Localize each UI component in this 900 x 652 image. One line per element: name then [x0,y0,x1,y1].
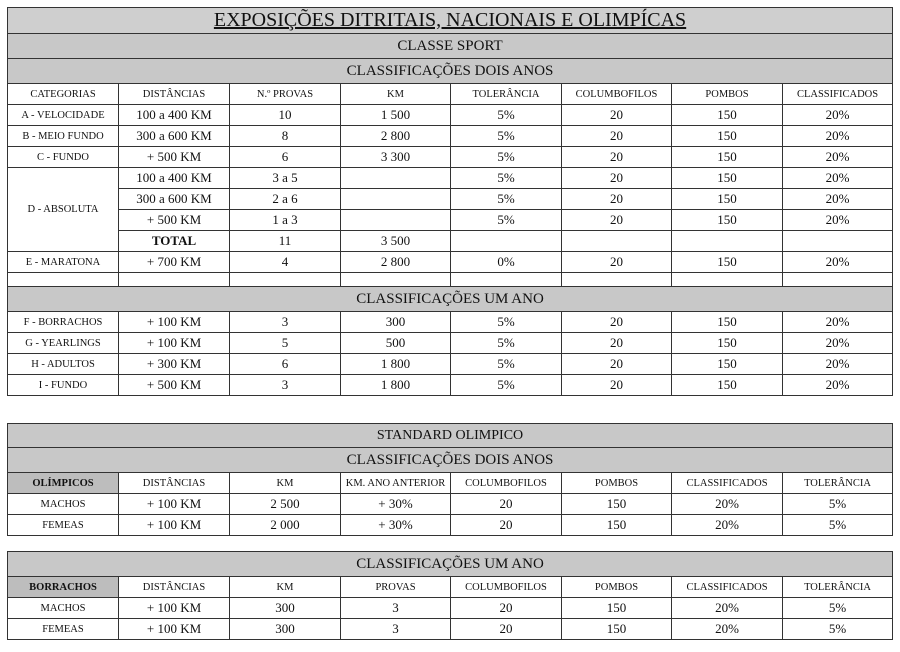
table-row [8,168,893,189]
km-cell [341,168,451,189]
olimpicos-tag: OLÍMPICOS [8,473,119,494]
empty-cell [672,231,783,252]
km-cell: 300 [230,619,341,640]
km-cell: 1 500 [341,105,451,126]
empty-cell [783,231,893,252]
table-row [8,375,893,396]
columbofilos-cell: 20 [562,210,672,231]
distance-cell: 100 a 400 KM [119,168,230,189]
category-cell: E - MARATONA [8,252,119,273]
tolerance-cell: 5% [451,210,562,231]
columbofilos-cell: 20 [562,105,672,126]
pombos-cell: 150 [672,105,783,126]
table-row [8,619,893,640]
pombos-cell: 150 [672,312,783,333]
classificados-cell: 20% [783,312,893,333]
classificados-cell: 20% [783,126,893,147]
category-cell: C - FUNDO [8,147,119,168]
columbofilos-cell: 20 [562,168,672,189]
distance-cell: + 500 KM [119,375,230,396]
header-cell: KM [230,577,341,598]
sport-header-row [8,84,893,105]
classificados-cell: 20% [783,252,893,273]
pombos-cell: 150 [672,189,783,210]
km-cell: 2 800 [341,126,451,147]
two-years-band: CLASSIFICAÇÕES DOIS ANOS [8,59,893,84]
header-cell: POMBOS [562,577,672,598]
total-km: 3 500 [341,231,451,252]
distance-cell: + 500 KM [119,210,230,231]
header-cell: CLASSIFICADOS [783,84,893,105]
prev-year-cell: + 30% [341,515,451,536]
pombos-cell: 150 [562,515,672,536]
tolerance-cell: 5% [451,312,562,333]
provas-cell: 6 [230,147,341,168]
header-cell: POMBOS [562,473,672,494]
km-cell [341,189,451,210]
category-cell: MACHOS [8,598,119,619]
table-row [8,189,893,210]
columbofilos-cell: 20 [562,375,672,396]
borrachos-table [7,551,893,640]
columbofilos-cell: 20 [451,494,562,515]
table-row [8,354,893,375]
tolerance-cell: 5% [451,375,562,396]
header-cell: CLASSIFICADOS [672,577,783,598]
pombos-cell: 150 [672,168,783,189]
header-cell: KM. ANO ANTERIOR [341,473,451,494]
classificados-cell: 20% [672,494,783,515]
empty-cell [562,231,672,252]
distance-cell: + 300 KM [119,354,230,375]
columbofilos-cell: 20 [562,189,672,210]
table-row [8,210,893,231]
table-row [8,598,893,619]
distance-cell: + 100 KM [119,515,230,536]
class-sport-band: CLASSE SPORT [8,34,893,59]
pombos-cell: 150 [672,354,783,375]
tolerance-cell: 5% [451,126,562,147]
provas-cell: 3 a 5 [230,168,341,189]
classificados-cell: 20% [783,105,893,126]
distance-cell: + 700 KM [119,252,230,273]
sport-class-table [7,7,893,396]
table-row [8,252,893,273]
total-label: TOTAL [119,231,230,252]
pombos-cell: 150 [672,210,783,231]
table-row [8,126,893,147]
olympic-header-row [8,473,893,494]
table-row [8,312,893,333]
distance-cell: 300 a 600 KM [119,189,230,210]
header-cell: COLUMBOFILOS [451,473,562,494]
category-cell: H - ADULTOS [8,354,119,375]
olympic-standard-table [7,423,893,536]
header-cell: PROVAS [341,577,451,598]
provas-cell: 6 [230,354,341,375]
tolerance-cell: 5% [451,105,562,126]
classificados-cell: 20% [672,515,783,536]
header-cell: N.º PROVAS [230,84,341,105]
category-cell: B - MEIO FUNDO [8,126,119,147]
pombos-cell: 150 [672,333,783,354]
classificados-cell: 20% [783,147,893,168]
km-cell: 300 [230,598,341,619]
columbofilos-cell: 20 [562,354,672,375]
km-cell: 3 300 [341,147,451,168]
tolerance-cell: 5% [783,494,893,515]
distance-cell: 300 a 600 KM [119,126,230,147]
header-cell: TOLERÂNCIA [451,84,562,105]
km-cell: 1 800 [341,375,451,396]
empty-cell [451,231,562,252]
columbofilos-cell: 20 [451,598,562,619]
distance-cell: + 100 KM [119,619,230,640]
provas-cell: 8 [230,126,341,147]
total-row [8,231,893,252]
header-cell: CLASSIFICADOS [672,473,783,494]
classificados-cell: 20% [672,619,783,640]
classificados-cell: 20% [783,375,893,396]
distance-cell: + 100 KM [119,494,230,515]
category-cell: A - VELOCIDADE [8,105,119,126]
distance-cell: + 100 KM [119,598,230,619]
km-cell: 1 800 [341,354,451,375]
one-year-band: CLASSIFICAÇÕES UM ANO [8,552,893,577]
classificados-cell: 20% [783,210,893,231]
tolerance-cell: 5% [783,515,893,536]
provas-cell: 5 [230,333,341,354]
provas-cell: 3 [230,312,341,333]
category-cell: F - BORRACHOS [8,312,119,333]
pombos-cell: 150 [672,252,783,273]
columbofilos-cell: 20 [451,619,562,640]
distance-cell: + 100 KM [119,333,230,354]
tolerance-cell: 5% [783,619,893,640]
category-cell: FEMEAS [8,515,119,536]
columbofilos-cell: 20 [562,252,672,273]
columbofilos-cell: 20 [562,333,672,354]
pombos-cell: 150 [672,147,783,168]
header-cell: POMBOS [672,84,783,105]
category-cell: I - FUNDO [8,375,119,396]
km-cell: 2 800 [341,252,451,273]
header-cell: COLUMBOFILOS [562,84,672,105]
table-row [8,147,893,168]
columbofilos-cell: 20 [451,515,562,536]
distance-cell: 100 a 400 KM [119,105,230,126]
km-cell: 2 000 [230,515,341,536]
pombos-cell: 150 [672,126,783,147]
one-year-band: CLASSIFICAÇÕES UM ANO [8,287,893,312]
borrachos-tag: BORRACHOS [8,577,119,598]
header-cell: KM [230,473,341,494]
header-cell: DISTÂNCIAS [119,84,230,105]
provas-cell: 1 a 3 [230,210,341,231]
tolerance-cell: 5% [451,147,562,168]
header-cell: COLUMBOFILOS [451,577,562,598]
page-title: EXPOSIÇÕES DITRITAIS, NACIONAIS E OLIMPÍCAS [8,8,893,34]
table-row [8,494,893,515]
prev-year-cell: + 30% [341,494,451,515]
table-row [8,333,893,354]
provas-cell: 3 [341,619,451,640]
total-provas: 11 [230,231,341,252]
provas-cell: 10 [230,105,341,126]
category-cell: G - YEARLINGS [8,333,119,354]
category-cell: MACHOS [8,494,119,515]
table-row [8,515,893,536]
classificados-cell: 20% [672,598,783,619]
category-cell: D - ABSOLUTA [8,168,119,252]
tolerance-cell: 5% [451,189,562,210]
km-cell: 2 500 [230,494,341,515]
pombos-cell: 150 [562,598,672,619]
two-years-band: CLASSIFICAÇÕES DOIS ANOS [8,448,893,473]
classificados-cell: 20% [783,189,893,210]
columbofilos-cell: 20 [562,147,672,168]
header-cell: CATEGORIAS [8,84,119,105]
distance-cell: + 100 KM [119,312,230,333]
classificados-cell: 20% [783,168,893,189]
category-cell: FEMEAS [8,619,119,640]
tolerance-cell: 5% [783,598,893,619]
tolerance-cell: 0% [451,252,562,273]
tolerance-cell: 5% [451,354,562,375]
borrachos-header-row [8,577,893,598]
columbofilos-cell: 20 [562,126,672,147]
classificados-cell: 20% [783,333,893,354]
provas-cell: 3 [230,375,341,396]
header-cell: KM [341,84,451,105]
provas-cell: 3 [341,598,451,619]
pombos-cell: 150 [562,494,672,515]
table-row [8,105,893,126]
km-cell: 500 [341,333,451,354]
spacer-row [8,273,893,287]
km-cell: 300 [341,312,451,333]
pombos-cell: 150 [562,619,672,640]
header-cell: DISTÂNCIAS [119,473,230,494]
columbofilos-cell: 20 [562,312,672,333]
tolerance-cell: 5% [451,333,562,354]
provas-cell: 4 [230,252,341,273]
standard-olimpico-band: STANDARD OLIMPICO [8,424,893,448]
header-cell: TOLERÂNCIA [783,577,893,598]
tolerance-cell: 5% [451,168,562,189]
pombos-cell: 150 [672,375,783,396]
provas-cell: 2 a 6 [230,189,341,210]
header-cell: DISTÂNCIAS [119,577,230,598]
distance-cell: + 500 KM [119,147,230,168]
km-cell [341,210,451,231]
classificados-cell: 20% [783,354,893,375]
header-cell: TOLERÂNCIA [783,473,893,494]
